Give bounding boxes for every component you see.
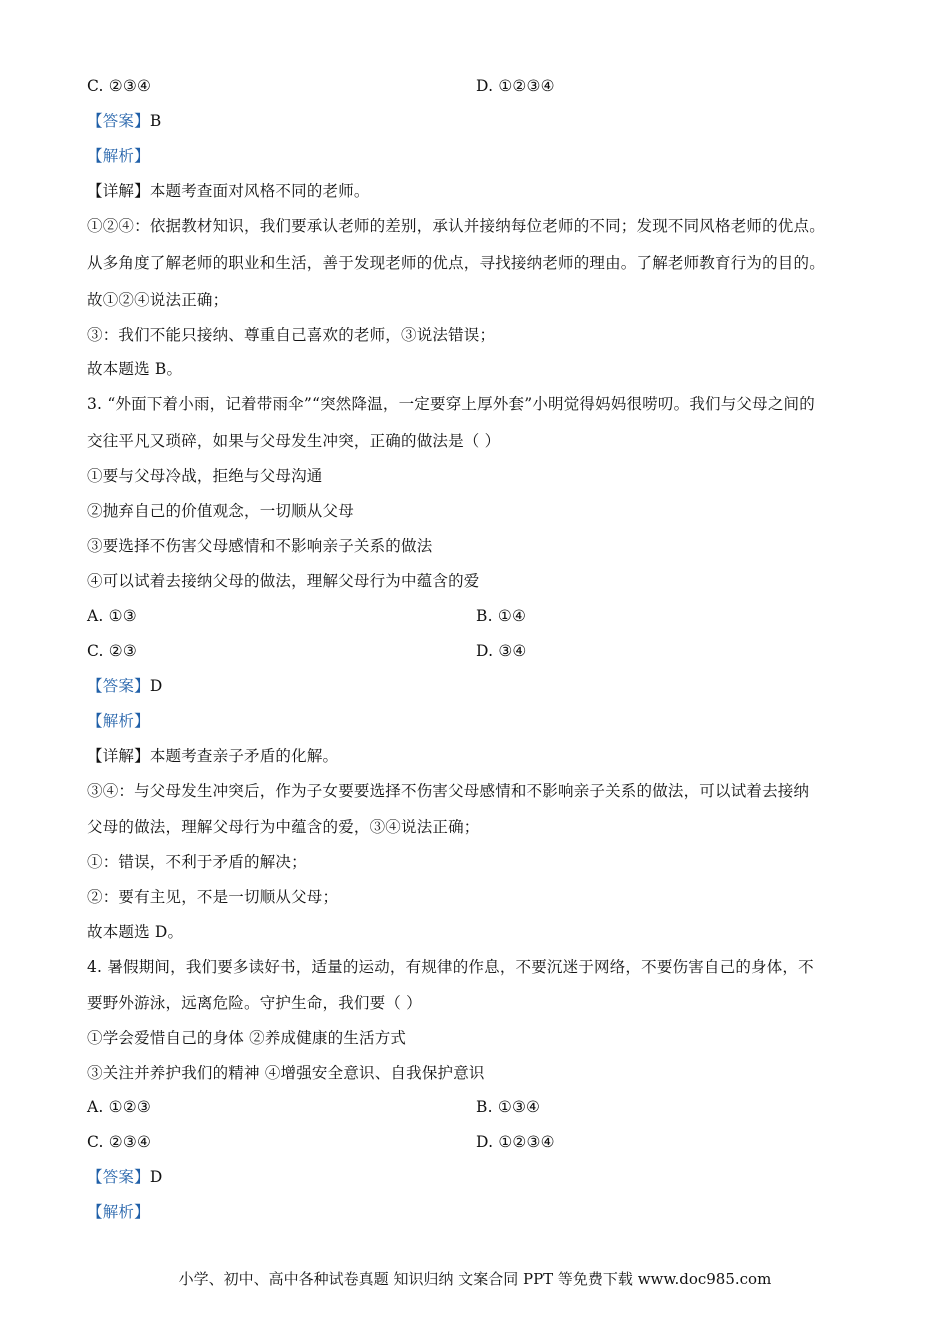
detail-tag: 【详解】 [87, 747, 150, 765]
detail-tag: 【详解】 [87, 182, 150, 200]
q3-option-c: C. ②③ [87, 642, 137, 660]
q3-answer-line [87, 675, 162, 697]
q3-conclusion: 故本题选 D。 [87, 923, 184, 941]
analysis-tag: 【解析】 [87, 147, 150, 165]
q2-detail-line [87, 180, 370, 202]
q2-explanation-line: 从多角度了解老师的职业和生活，善于发现老师的优点，寻找接纳老师的理由。了解老师教育行为的目的。 [87, 254, 825, 272]
q2-explanation-line: ③：我们不能只接纳、尊重自己喜欢的老师，③说法错误； [87, 326, 496, 344]
q4-option-c: C. ②③④ [87, 1133, 152, 1151]
q4-item: ③关注并养护我们的精神 ④增强安全意识、自我保护意识 [87, 1064, 485, 1082]
q3-detail-line [87, 745, 338, 767]
q3-item: ②抛弃自己的价值观念，一切顺从父母 [87, 502, 354, 520]
analysis-tag: 【解析】 [87, 1203, 150, 1221]
q3-stem-line: 交往平凡又琐碎，如果与父母发生冲突，正确的做法是（ ） [87, 432, 501, 450]
q2-answer-line [87, 110, 161, 132]
q2-explanation-line: ①②④：依据教材知识，我们要承认老师的差别，承认并接纳每位老师的不同；发现不同风格老师的优点。 [87, 217, 825, 235]
answer-value: D [149, 677, 163, 695]
q3-explanation-line: 父母的做法，理解父母行为中蕴含的爱，③④说法正确； [87, 818, 480, 836]
q3-item: ①要与父母冷战，拒绝与父母沟通 [87, 467, 323, 485]
answer-tag: 【答案】 [87, 112, 150, 130]
analysis-tag: 【解析】 [87, 712, 150, 730]
detail-text: 本题考查面对风格不同的老师。 [149, 182, 370, 200]
q4-option-d: D. ①②③④ [476, 1133, 555, 1151]
q3-stem-line: 3. “外面下着小雨，记着带雨伞”“突然降温，一定要穿上厚外套”小明觉得妈妈很唠叨。我们与父母之间的 [87, 395, 815, 413]
q2-option-d: D. ①②③④ [476, 77, 555, 95]
q4-option-b: B. ①③④ [476, 1098, 541, 1116]
q3-item: ④可以试着去接纳父母的做法，理解父母行为中蕴含的爱 [87, 572, 480, 590]
q3-item: ③要选择不伤害父母感情和不影响亲子关系的做法 [87, 537, 433, 555]
q2-explanation-line: 故①②④说法正确； [87, 291, 229, 309]
answer-tag: 【答案】 [87, 1168, 150, 1186]
answer-tag: 【答案】 [87, 677, 150, 695]
q3-explanation-line: ③④：与父母发生冲突后，作为子女要要选择不伤害父母感情和不影响亲子关系的做法，可以试着去接纳 [87, 782, 810, 800]
q3-option-a: A. ①③ [87, 607, 137, 625]
answer-value: B [149, 112, 162, 130]
q3-explanation-line: ②：要有主见，不是一切顺从父母； [87, 888, 339, 906]
q2-option-c: C. ②③④ [87, 77, 152, 95]
q4-stem-line: 4. 暑假期间，我们要多读好书，适量的运动，有规律的作息，不要沉迷于网络，不要伤害自己的身体，不 [87, 958, 814, 976]
q4-stem-line: 要野外游泳，远离危险。守护生命，我们要（ ） [87, 994, 422, 1012]
q4-option-a: A. ①②③ [87, 1098, 151, 1116]
q4-analysis-tag [87, 1201, 150, 1223]
q3-analysis-tag [87, 710, 150, 732]
q3-option-d: D. ③④ [476, 642, 527, 660]
q4-answer-line [87, 1166, 162, 1188]
detail-text: 本题考查亲子矛盾的化解。 [149, 747, 339, 765]
q2-conclusion: 故本题选 B。 [87, 360, 183, 378]
answer-value: D [149, 1168, 163, 1186]
page-footer: 小学、初中、高中各种试卷真题 知识归纳 文案合同 PPT 等免费下载 www.doc985.com [178, 1270, 772, 1288]
q2-analysis-tag [87, 145, 150, 167]
q3-option-b: B. ①④ [476, 607, 527, 625]
q3-explanation-line: ①：错误，不利于矛盾的解决； [87, 853, 307, 871]
q4-item: ①学会爱惜自己的身体 ②养成健康的生活方式 [87, 1029, 407, 1047]
